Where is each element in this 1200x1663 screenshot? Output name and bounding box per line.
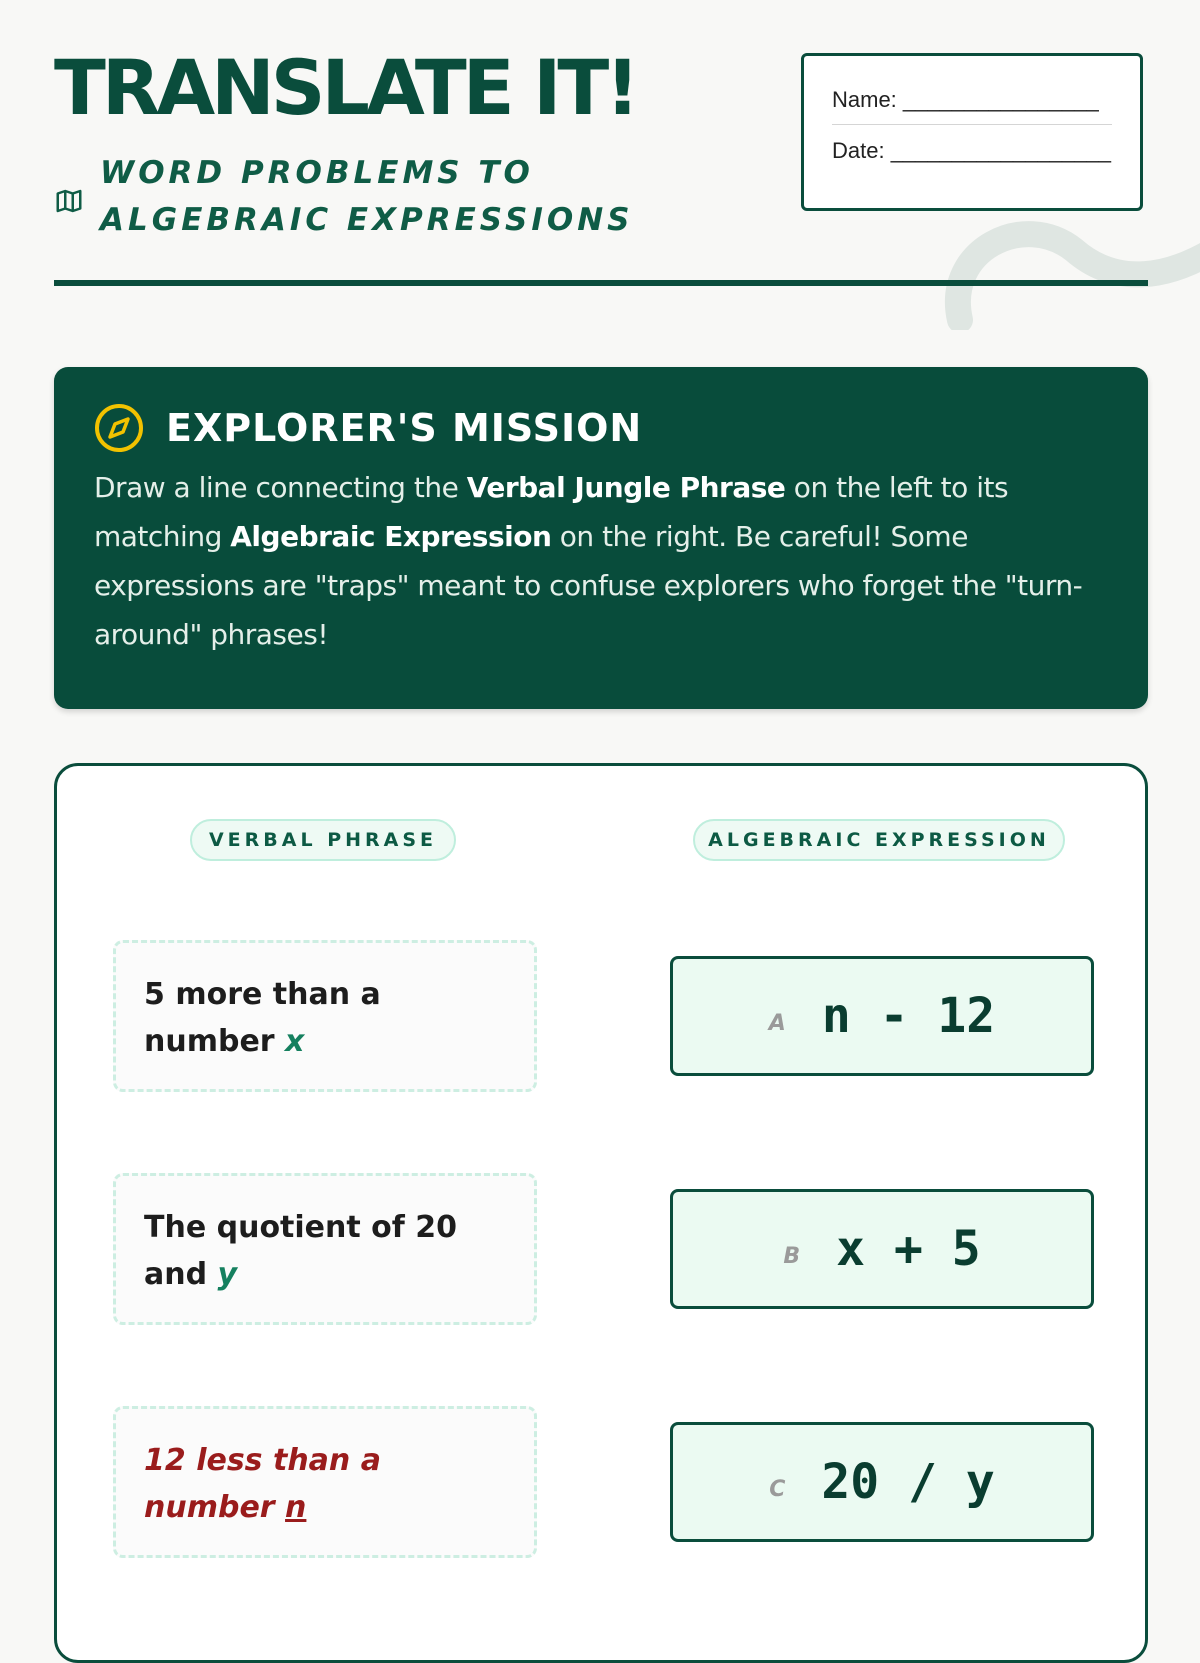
mission-instructions: Draw a line connecting the Verbal Jungle Phrase on the left to its matching Algebraic Expression on the right. Be careful! Some expressions are "traps" meant to confuse explorers who forget the "turn-around" phrases! (94, 471, 1083, 651)
expression-letter: C (769, 1476, 786, 1502)
worksheet-header (54, 43, 1148, 288)
map-icon (54, 186, 84, 216)
header-divider (54, 280, 1148, 286)
expression-value: x + 5 (836, 1221, 981, 1277)
expression-value: n - 12 (821, 988, 996, 1044)
subtitle-row (54, 150, 754, 244)
phrase-card[interactable]: The quotient of 20 and y (113, 1173, 537, 1325)
mission-card (54, 367, 1148, 709)
expression-card[interactable] (670, 956, 1094, 1076)
mission-title: EXPLORER'S MISSION (166, 406, 643, 450)
phrase-card-trap[interactable]: 12 less than a number n (113, 1406, 537, 1558)
name-field[interactable]: Name: ________________ (832, 87, 1099, 112)
verbal-phrase-header: VERBAL PHRASE (190, 819, 456, 861)
expression-card[interactable] (670, 1422, 1094, 1542)
name-date-box (801, 53, 1143, 211)
compass-icon (94, 403, 144, 453)
date-field[interactable]: Date: __________________ (832, 124, 1112, 191)
phrase-card[interactable]: 5 more than a number x (113, 940, 537, 1092)
decorative-swirl (914, 190, 1200, 330)
expression-letter: B (783, 1243, 801, 1269)
mission-header (94, 401, 1108, 455)
page-title: TRANSLATE IT! (54, 43, 636, 132)
algebraic-expression-header: ALGEBRAIC EXPRESSION (693, 819, 1065, 861)
expression-card[interactable] (670, 1189, 1094, 1309)
expression-value: 20 / y (821, 1454, 995, 1510)
page-subtitle: WORD PROBLEMS TO ALGEBRAIC EXPRESSIONS (100, 155, 634, 238)
matching-panel (54, 763, 1148, 1663)
expression-letter: A (768, 1010, 786, 1036)
